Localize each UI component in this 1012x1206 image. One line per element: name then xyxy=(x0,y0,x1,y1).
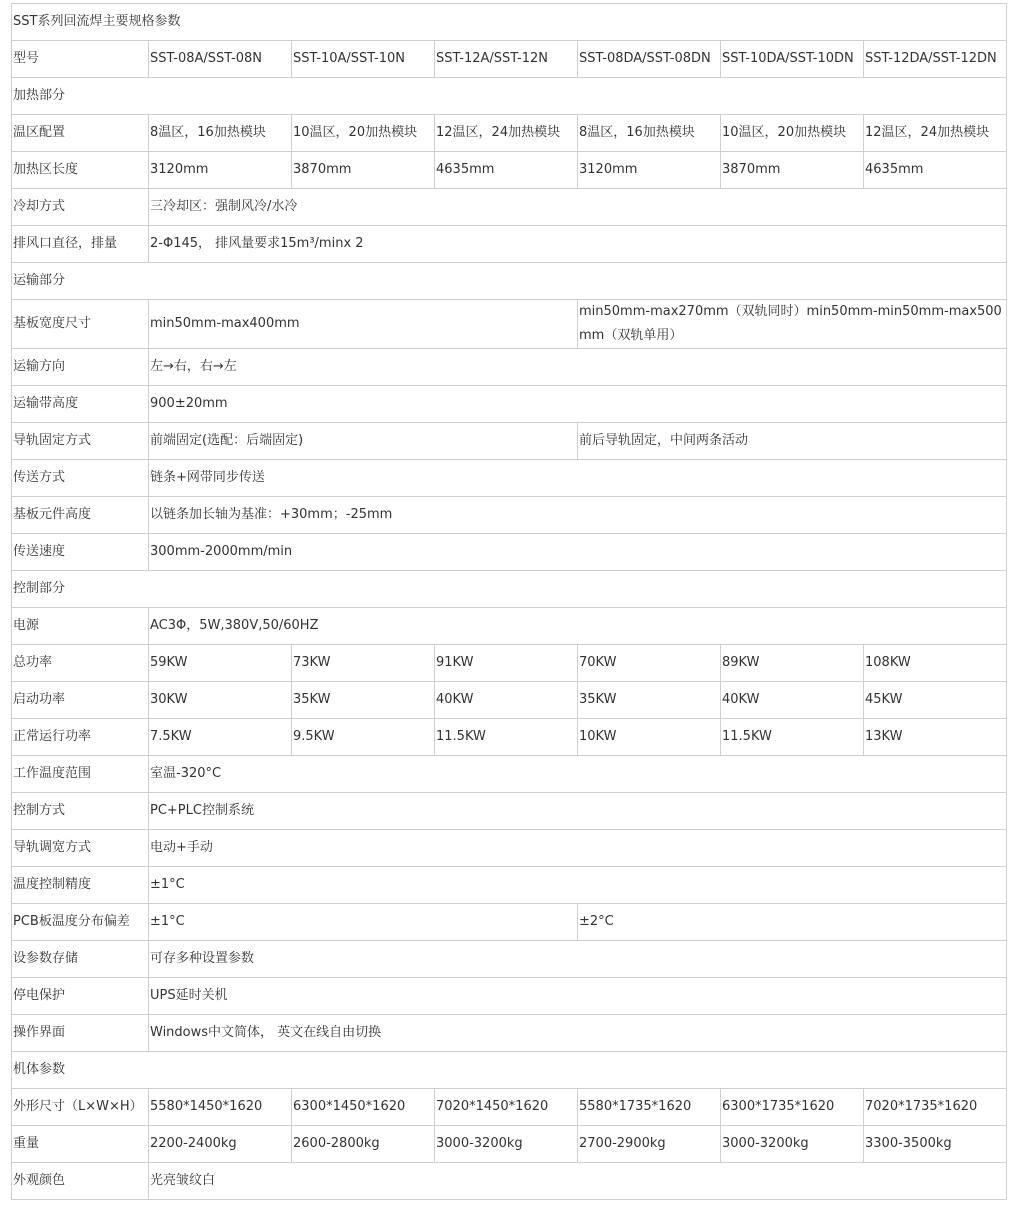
row-label: 外形尺寸（L×W×H） xyxy=(12,1089,149,1126)
value-cell: 8温区，16加热模块 xyxy=(578,115,721,152)
value-cell: 30KW xyxy=(149,682,292,719)
table-row-exhaust xyxy=(12,226,1007,263)
value-cell: 35KW xyxy=(292,682,435,719)
row-label: 总功率 xyxy=(12,645,149,682)
value-cell: 300mm-2000mm/min xyxy=(149,534,1007,571)
table-row-rail-adjust xyxy=(12,830,1007,867)
value-cell: 3300-3500kg xyxy=(864,1126,1007,1163)
model-row xyxy=(12,41,1007,78)
table-row-temp-range xyxy=(12,756,1007,793)
value-cell: 链条+网带同步传送 xyxy=(149,460,1007,497)
table-title-row xyxy=(12,4,1007,41)
value-cell: 可存多种设置参数 xyxy=(149,941,1007,978)
section-control-row xyxy=(12,571,1007,608)
value-cell: 前后导轨固定，中间两条活动 xyxy=(578,423,1007,460)
value-cell: UPS延时关机 xyxy=(149,978,1007,1015)
row-label: 导轨固定方式 xyxy=(12,423,149,460)
value-cell: 3870mm xyxy=(721,152,864,189)
table-title: SST系列回流焊主要规格参数 xyxy=(12,4,1007,41)
table-row-power-supply xyxy=(12,608,1007,645)
value-cell: min50mm-max400mm xyxy=(149,300,578,349)
table-row-cooling xyxy=(12,189,1007,226)
table-row-conveyor xyxy=(12,460,1007,497)
table-row-zone-config xyxy=(12,115,1007,152)
value-cell: 2600-2800kg xyxy=(292,1126,435,1163)
value-cell: Windows中文简体， 英文在线自由切换 xyxy=(149,1015,1007,1052)
value-cell: 40KW xyxy=(721,682,864,719)
value-cell: 7.5KW xyxy=(149,719,292,756)
row-label: 启动功率 xyxy=(12,682,149,719)
table-row-total-power xyxy=(12,645,1007,682)
section-heading: 控制部分 xyxy=(12,571,1007,608)
value-cell: 12温区，24加热模块 xyxy=(864,115,1007,152)
value-cell: 6300*1450*1620 xyxy=(292,1089,435,1126)
table-row-startup-power xyxy=(12,682,1007,719)
value-cell: AC3Φ，5W,380V,50/60HZ xyxy=(149,608,1007,645)
table-row-control-mode xyxy=(12,793,1007,830)
table-row-param-storage xyxy=(12,941,1007,978)
value-cell: 以链条加长轴为基准：+30mm；-25mm xyxy=(149,497,1007,534)
value-cell: 三冷却区：强制风冷/水冷 xyxy=(149,189,1007,226)
value-cell: 73KW xyxy=(292,645,435,682)
model-cell: SST-08A/SST-08N xyxy=(149,41,292,78)
row-label: 电源 xyxy=(12,608,149,645)
value-cell: 3000-3200kg xyxy=(721,1126,864,1163)
table-row-color xyxy=(12,1163,1007,1200)
row-label: 冷却方式 xyxy=(12,189,149,226)
value-cell: 40KW xyxy=(435,682,578,719)
row-label: 加热区长度 xyxy=(12,152,149,189)
section-heating-row xyxy=(12,78,1007,115)
value-cell: ±2°C xyxy=(578,904,1007,941)
section-heading: 机体参数 xyxy=(12,1052,1007,1089)
value-cell: 59KW xyxy=(149,645,292,682)
section-transport-row xyxy=(12,263,1007,300)
section-machine-row xyxy=(12,1052,1007,1089)
value-cell: 室温-320°C xyxy=(149,756,1007,793)
value-cell: 10温区，20加热模块 xyxy=(721,115,864,152)
value-cell: 13KW xyxy=(864,719,1007,756)
value-cell: 900±20mm xyxy=(149,386,1007,423)
table-row-board-width xyxy=(12,300,1007,349)
table-row-rail-fix xyxy=(12,423,1007,460)
row-label: 导轨调宽方式 xyxy=(12,830,149,867)
row-label: 正常运行功率 xyxy=(12,719,149,756)
row-label: 型号 xyxy=(12,41,149,78)
value-cell: 10温区，20加热模块 xyxy=(292,115,435,152)
value-cell: 89KW xyxy=(721,645,864,682)
model-cell: SST-08DA/SST-08DN xyxy=(578,41,721,78)
table-row-outage xyxy=(12,978,1007,1015)
row-label: 重量 xyxy=(12,1126,149,1163)
row-label: 温区配置 xyxy=(12,115,149,152)
value-cell: 光亮皱纹白 xyxy=(149,1163,1007,1200)
value-cell: 2200-2400kg xyxy=(149,1126,292,1163)
value-cell: 2700-2900kg xyxy=(578,1126,721,1163)
value-cell: min50mm-max270mm（双轨同时）min50mm-min50mm-max500mm（双轨单用） xyxy=(578,300,1007,349)
value-cell: 4635mm xyxy=(435,152,578,189)
table-row-component-height xyxy=(12,497,1007,534)
value-cell: PC+PLC控制系统 xyxy=(149,793,1007,830)
row-label: 温度控制精度 xyxy=(12,867,149,904)
value-cell: 6300*1735*1620 xyxy=(721,1089,864,1126)
value-cell: 3120mm xyxy=(578,152,721,189)
section-heading: 运输部分 xyxy=(12,263,1007,300)
value-cell: 45KW xyxy=(864,682,1007,719)
value-cell: 3120mm xyxy=(149,152,292,189)
value-cell: 7020*1735*1620 xyxy=(864,1089,1007,1126)
value-cell: 3000-3200kg xyxy=(435,1126,578,1163)
table-row-running-power xyxy=(12,719,1007,756)
value-cell: 前端固定(选配：后端固定) xyxy=(149,423,578,460)
row-label: 基板宽度尺寸 xyxy=(12,300,149,349)
row-label: 传送速度 xyxy=(12,534,149,571)
row-label: 排风口直径，排量 xyxy=(12,226,149,263)
model-cell: SST-10A/SST-10N xyxy=(292,41,435,78)
table-row-heat-length xyxy=(12,152,1007,189)
table-row-speed xyxy=(12,534,1007,571)
model-cell: SST-10DA/SST-10DN xyxy=(721,41,864,78)
value-cell: 11.5KW xyxy=(435,719,578,756)
row-label: 操作界面 xyxy=(12,1015,149,1052)
model-cell: SST-12DA/SST-12DN xyxy=(864,41,1007,78)
row-label: 工作温度范围 xyxy=(12,756,149,793)
value-cell: 左→右，右→左 xyxy=(149,349,1007,386)
value-cell: 2-Φ145， 排风量要求15m³/minx 2 xyxy=(149,226,1007,263)
value-cell: 11.5KW xyxy=(721,719,864,756)
row-label: 运输带高度 xyxy=(12,386,149,423)
row-label: PCB板温度分布偏差 xyxy=(12,904,149,941)
row-label: 传送方式 xyxy=(12,460,149,497)
value-cell: 5580*1450*1620 xyxy=(149,1089,292,1126)
row-label: 控制方式 xyxy=(12,793,149,830)
table-row-belt-height xyxy=(12,386,1007,423)
table-row-direction xyxy=(12,349,1007,386)
row-label: 基板元件高度 xyxy=(12,497,149,534)
table-row-interface xyxy=(12,1015,1007,1052)
value-cell: 5580*1735*1620 xyxy=(578,1089,721,1126)
value-cell: 3870mm xyxy=(292,152,435,189)
value-cell: ±1°C xyxy=(149,867,1007,904)
table-row-temp-accuracy xyxy=(12,867,1007,904)
value-cell: 8温区，16加热模块 xyxy=(149,115,292,152)
row-label: 运输方向 xyxy=(12,349,149,386)
model-cell: SST-12A/SST-12N xyxy=(435,41,578,78)
table-row-weight xyxy=(12,1126,1007,1163)
table-row-dimensions xyxy=(12,1089,1007,1126)
value-cell: 10KW xyxy=(578,719,721,756)
value-cell: 91KW xyxy=(435,645,578,682)
section-heading: 加热部分 xyxy=(12,78,1007,115)
table-row-pcb-deviation xyxy=(12,904,1007,941)
row-label: 外观颜色 xyxy=(12,1163,149,1200)
value-cell: 70KW xyxy=(578,645,721,682)
spec-table xyxy=(11,3,1007,1200)
value-cell: 12温区，24加热模块 xyxy=(435,115,578,152)
value-cell: 35KW xyxy=(578,682,721,719)
row-label: 停电保护 xyxy=(12,978,149,1015)
value-cell: 电动+手动 xyxy=(149,830,1007,867)
value-cell: 4635mm xyxy=(864,152,1007,189)
value-cell: 7020*1450*1620 xyxy=(435,1089,578,1126)
row-label: 设参数存储 xyxy=(12,941,149,978)
value-cell: 9.5KW xyxy=(292,719,435,756)
value-cell: 108KW xyxy=(864,645,1007,682)
value-cell: ±1°C xyxy=(149,904,578,941)
